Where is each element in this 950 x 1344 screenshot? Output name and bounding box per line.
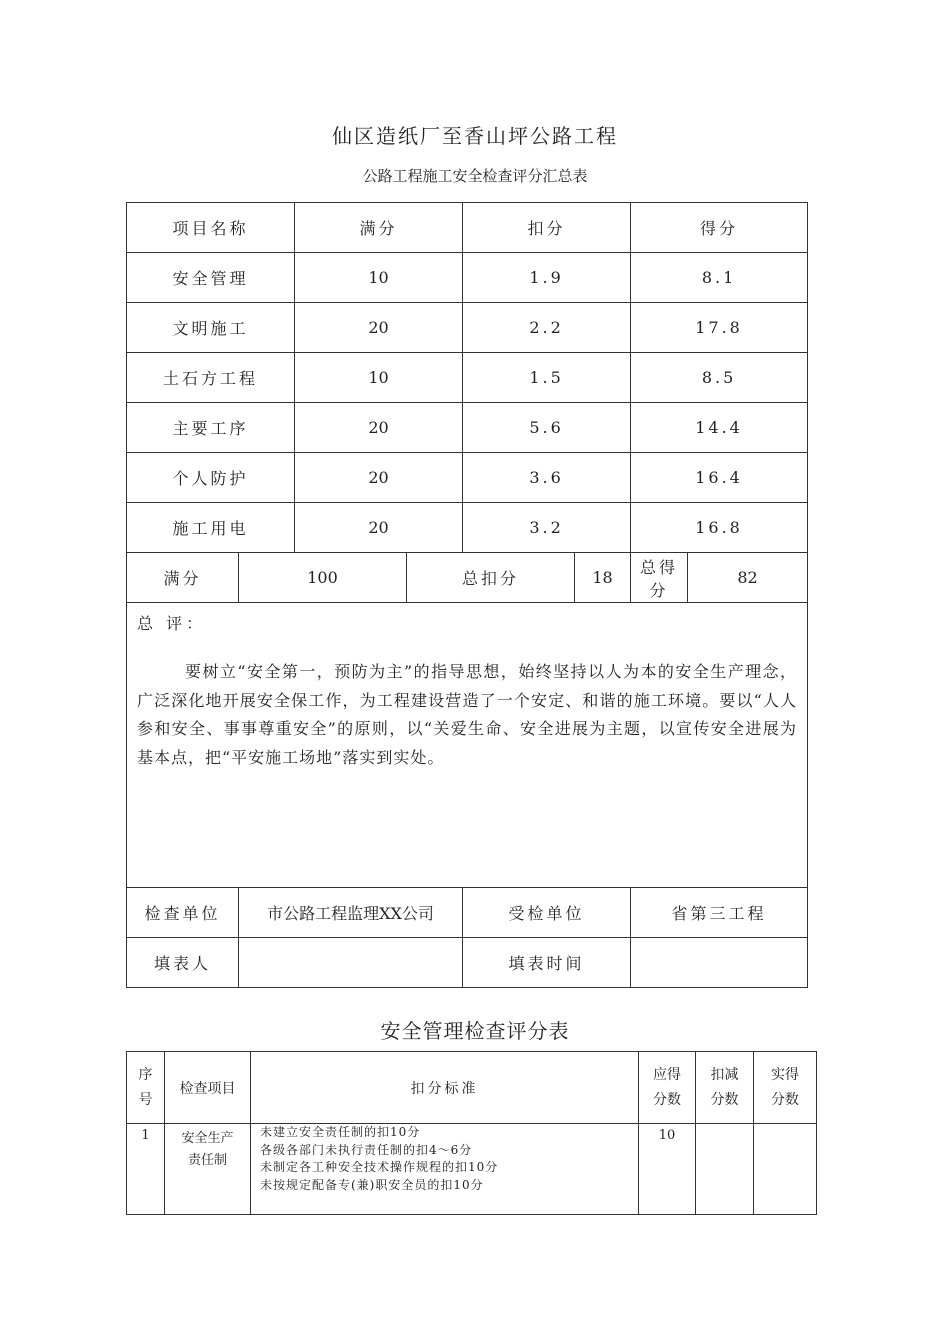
filler-label: 填表人	[127, 938, 239, 988]
criteria-line: 未建立安全责任制的扣10分	[260, 1125, 421, 1139]
row-deduct: 2.2	[463, 303, 631, 353]
comment-text: 要树立“安全第一，预防为主”的指导思想，始终坚持以人为本的安全生产理念，广泛深化地开展安全保工作，为工程建设营造了一个安定、和谐的施工环境。要以“人人参和安全、事事尊重安全”的原则，以“关爱生命、安全进展为主题，以宣传安全进展为基本点，把“平安施工场地”落实到实处。	[137, 662, 798, 767]
table-row	[127, 353, 808, 403]
summary-table	[126, 202, 808, 988]
row-score: 16.4	[631, 453, 808, 503]
table-row	[127, 453, 808, 503]
row-score: 17.8	[631, 303, 808, 353]
table-row	[127, 303, 808, 353]
row-name: 文明施工	[127, 303, 295, 353]
row-deduct: 1.9	[463, 253, 631, 303]
table-row	[127, 253, 808, 303]
row-name: 施工用电	[127, 503, 295, 553]
header-score: 得分	[631, 203, 808, 253]
row-criteria	[251, 1124, 639, 1215]
row-full: 10	[295, 253, 463, 303]
inspector-value: 市公路工程监理XX公司	[239, 888, 463, 938]
row-item	[165, 1124, 251, 1215]
row-full: 20	[295, 303, 463, 353]
criteria-line: 未按规定配备专(兼)职安全员的扣10分	[260, 1177, 484, 1192]
header-no	[127, 1052, 165, 1124]
header-deduct	[696, 1052, 754, 1124]
fill-time-label: 填表时间	[463, 938, 631, 988]
row-full: 20	[295, 453, 463, 503]
header-project-name: 项目名称	[127, 203, 295, 253]
table-row	[127, 1124, 817, 1215]
total-full-value: 100	[239, 553, 407, 603]
row-name: 主要工序	[127, 403, 295, 453]
criteria-line: 各级各部门未执行责任制的扣4～6分	[260, 1142, 473, 1157]
row-score: 14.4	[631, 403, 808, 453]
total-deduct-label: 总扣分	[407, 553, 575, 603]
header-actual-text: 实得分数	[771, 1066, 799, 1108]
row-deduct: 5.6	[463, 403, 631, 453]
row-full: 20	[295, 503, 463, 553]
row-deduct: 3.6	[463, 453, 631, 503]
row-deduct: 3.2	[463, 503, 631, 553]
header-item: 检查项目	[165, 1052, 251, 1124]
row-name: 安全管理	[127, 253, 295, 303]
row-full: 20	[295, 403, 463, 453]
inspected-label: 受检单位	[463, 888, 631, 938]
header-no-text: 序号	[138, 1066, 153, 1108]
total-score-label: 总得分	[631, 553, 688, 603]
comment-cell	[127, 603, 808, 888]
row-item-text: 安全生产责任制	[181, 1131, 234, 1168]
row-no: 1	[127, 1124, 165, 1215]
section-title: 安全管理检查评分表	[380, 1019, 570, 1043]
filler-row	[127, 938, 808, 988]
inspector-label: 检查单位	[127, 888, 239, 938]
comment-row	[127, 603, 808, 888]
row-name: 个人防护	[127, 453, 295, 503]
row-name: 土石方工程	[127, 353, 295, 403]
fill-time-value	[631, 938, 808, 988]
filler-value	[239, 938, 463, 988]
inspector-row	[127, 888, 808, 938]
comment-label: 总 评：	[137, 614, 207, 633]
row-score: 16.8	[631, 503, 808, 553]
totals-row	[127, 553, 808, 603]
row-score: 8.1	[631, 253, 808, 303]
total-full-label: 满分	[127, 553, 239, 603]
header-criteria: 扣分标准	[251, 1052, 639, 1124]
row-deduct: 1.5	[463, 353, 631, 403]
header-actual	[754, 1052, 817, 1124]
row-full: 10	[295, 353, 463, 403]
header-deduction: 扣分	[463, 203, 631, 253]
total-score-value: 82	[688, 553, 808, 603]
safety-header-row	[127, 1052, 817, 1124]
summary-header-row	[127, 203, 808, 253]
row-due: 10	[639, 1124, 696, 1215]
safety-management-table	[126, 1051, 817, 1215]
header-full-score: 满分	[295, 203, 463, 253]
row-actual	[754, 1124, 817, 1215]
row-score: 8.5	[631, 353, 808, 403]
criteria-line: 未制定各工种安全技术操作规程的扣10分	[260, 1160, 499, 1174]
row-deduct	[696, 1124, 754, 1215]
inspected-value: 省第三工程	[631, 888, 808, 938]
header-due-text: 应得分数	[653, 1066, 681, 1108]
table-row	[127, 403, 808, 453]
header-deduct-text: 扣减分数	[710, 1066, 739, 1108]
total-deduct-value: 18	[575, 553, 631, 603]
header-due	[639, 1052, 696, 1124]
table-row	[127, 503, 808, 553]
page-subtitle: 公路工程施工安全检查评分汇总表	[362, 167, 588, 185]
page-title: 仙区造纸厂至香山坪公路工程	[332, 124, 618, 148]
